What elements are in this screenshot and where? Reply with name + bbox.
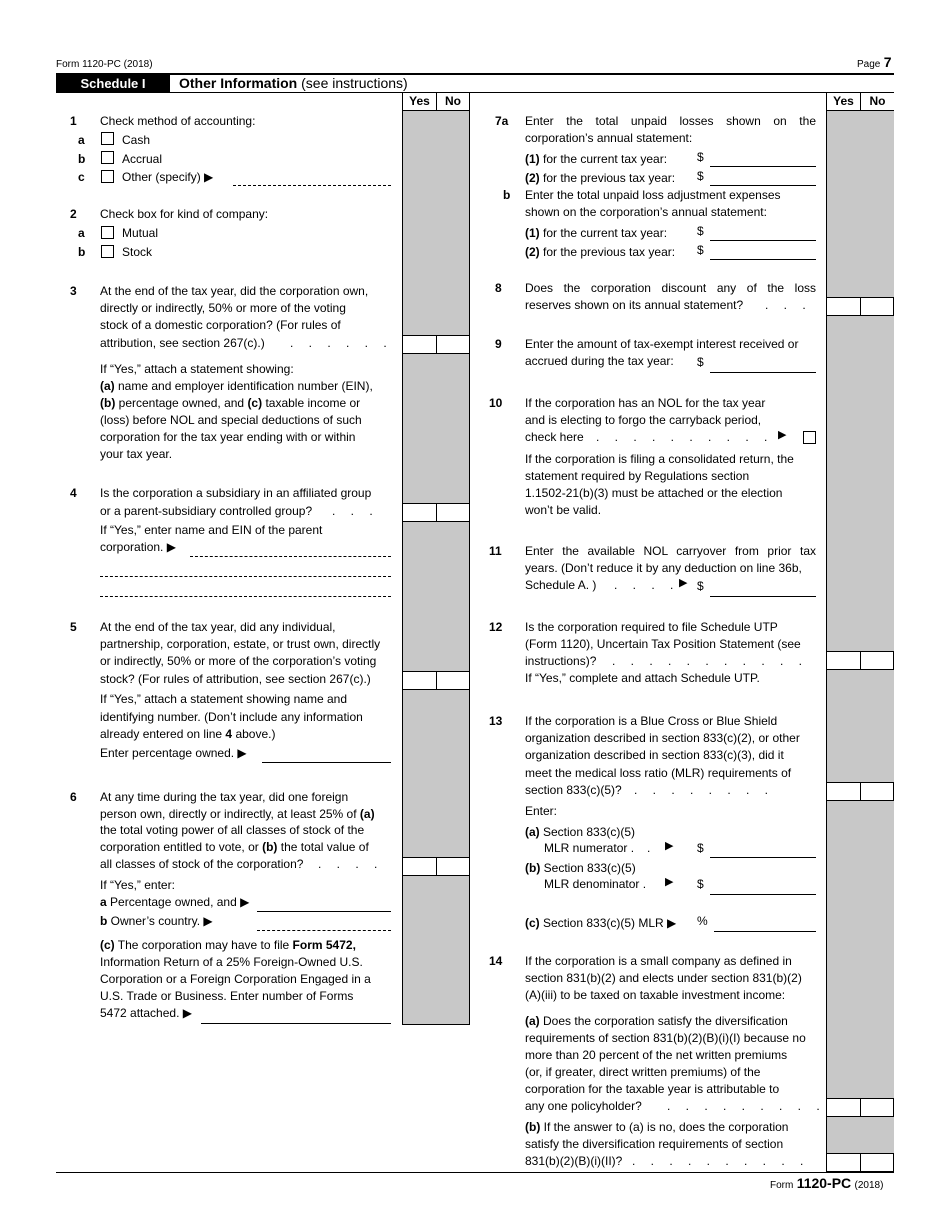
q10-line-1: If the corporation has an NOL for the tax year [525,396,766,410]
shade-left-3 [403,522,469,671]
q7a-number: 7a [495,114,509,128]
q2-number: 2 [70,207,77,221]
q14b-no-box[interactable] [860,1153,894,1172]
q4-line-1: Is the corporation a subsidiary in an affiliated group [100,486,372,500]
q5-yes-box[interactable] [402,671,437,690]
q14-line-2: section 831(b)(2) and elects under section 831(b)(2) [525,971,802,985]
q3-note-3: (b) percentage owned, and (c) taxable income or [100,396,361,410]
q6-leader-dots: . . . . [318,857,384,871]
q5-line-3: or indirectly, 50% or more of the corporation’s voting [100,654,377,668]
q1-text: Check method of accounting: [100,114,256,128]
q7a-current-field[interactable] [710,166,816,167]
shade-right-3 [827,670,894,782]
q7b-number: b [503,188,511,202]
q4-no-box[interactable] [436,503,470,522]
q6-line-4: corporation entitled to vote, or (b) the total value of [100,840,369,854]
q5-line-2: partnership, corporation, estate, or trust own, directly [100,637,381,651]
schedule-subtitle: (see instructions) [301,75,408,91]
q7a-line-1: Enter the total unpaid losses shown on the [525,114,816,128]
stock-checkbox[interactable] [101,245,114,258]
parent-name-field-3[interactable] [100,596,391,597]
q14a-yes-box[interactable] [826,1098,861,1117]
other-label: Other (specify) ▶ [122,170,214,184]
q14-number: 14 [489,954,503,968]
q6-yes-box[interactable] [402,857,437,876]
page-number-value: 7 [883,54,892,70]
q11-line-3: Schedule A. ) [525,578,597,592]
q9-number: 9 [495,337,502,351]
q6-line-1: At any time during the tax year, did one foreign [100,790,349,804]
q13a-line-2: MLR numerator . [544,841,635,855]
q3-yes-box[interactable] [402,335,437,354]
q14b-yes-box[interactable] [826,1153,861,1172]
q10-note-1: If the corporation is filing a consolidated return, the [525,452,794,466]
q13-no-box[interactable] [860,782,894,801]
q14a-line-1: (a) Does the corporation satisfy the diversification [525,1014,788,1028]
q6c-line-5: 5472 attached. ▶ [100,1006,192,1020]
nol-carryover-field[interactable] [710,596,816,597]
q3-note-6: your tax year. [100,447,173,461]
q10-number: 10 [489,396,503,410]
q13-line-1: If the corporation is a Blue Cross or Blue Shield [525,714,778,728]
parent-name-field-1[interactable] [190,556,391,557]
q8-line-1: Does the corporation discount any of the loss [525,281,816,295]
q9-dollar: $ [697,355,704,369]
q13-line-5: section 833(c)(5)? [525,783,622,797]
shade-right-4 [827,801,894,1098]
percentage-owned-field[interactable] [262,762,391,763]
q8-number: 8 [495,281,502,295]
q13-yes-box[interactable] [826,782,861,801]
parent-name-field-2[interactable] [100,576,391,577]
q8-yes-box[interactable] [826,297,861,316]
q3-no-box[interactable] [436,335,470,354]
shade-right-1 [827,111,894,297]
shade-left-1 [403,111,469,335]
q5-line-4: stock? (For rules of attribution, see section 267(c).) [100,672,371,686]
q13b-dollar: $ [697,877,704,891]
q6c-line-2: Information Return of a 25% Foreign-Owned U.S. [100,955,363,969]
other-specify-field[interactable] [233,185,391,186]
q6-enter: If “Yes,” enter: [100,878,175,892]
q14a-line-4: (or, if greater, direct written premiums) of the [525,1065,761,1079]
q5-note-3: already entered on line 4 above.) [100,727,276,741]
q11-arrow-icon: ▶ [679,577,688,589]
q13-number: 13 [489,714,503,728]
footer-rule [56,1172,894,1173]
q8-line-2: reserves shown on its annual statement? [525,298,744,312]
q7b-line-1: Enter the total unpaid loss adjustment expenses [525,188,781,202]
q5-note-1: If “Yes,” attach a statement showing name and [100,692,348,706]
q11-dollar: $ [697,579,704,593]
q10-arrow-icon: ▶ [778,429,787,441]
schedule-title-text: Other Information [179,75,298,91]
q4-yes-box[interactable] [402,503,437,522]
q7b-part-1-dollar: $ [697,224,704,238]
q3-note-5: corporation for the tax year ending with or within [100,430,356,444]
q8-leader-dots: . . . [765,298,812,312]
q9-line-1: Enter the amount of tax-exempt interest received or [525,337,799,351]
q14-line-3: (A)(iii) to be taxed on taxable investment income: [525,988,786,1002]
q10-leader-dots: . . . . . . . . . . [596,430,774,444]
q7b-part-2-dollar: $ [697,243,704,257]
q7a-part-2-label: (2) for the previous tax year: [525,171,676,185]
q14a-line-5: corporation for the taxable year is attributable to [525,1082,780,1096]
stock-label: Stock [122,245,153,259]
q14-line-1: If the corporation is a small company as defined in [525,954,792,968]
mlr-denominator-field[interactable] [710,894,816,895]
q7b-line-2: shown on the corporation’s annual statement: [525,205,767,219]
mlr-field[interactable] [714,931,816,932]
q4-note-1: If “Yes,” enter name and EIN of the parent [100,523,323,537]
shade-left-4 [403,690,469,857]
q14b-line-1: (b) If the answer to (a) is no, does the corporation [525,1120,789,1134]
q12-line-1: Is the corporation required to file Schedule UTP [525,620,778,634]
shade-right-2 [827,316,894,651]
q13-enter: Enter: [525,804,558,818]
mlr-numerator-field[interactable] [710,857,816,858]
accrual-label: Accrual [122,152,163,166]
q6-line-3: the total voting power of all classes of stock of the [100,823,365,837]
q10-line-3: check here [525,430,584,444]
q7b-part-2-label: (2) for the previous tax year: [525,245,676,259]
left-yes-header: Yes [409,94,430,108]
form-label: Form 1120-PC (2018) [56,59,153,70]
q7b-previous-field[interactable] [710,259,816,260]
q10-note-3: 1.1502-21(b)(3) must be attached or the election [525,486,783,500]
q3-number: 3 [70,284,77,298]
q13b-line-1: (b) Section 833(c)(5) [525,861,636,875]
mutual-label: Mutual [122,226,159,240]
shade-left-2 [403,354,469,503]
q4-note-2: corporation. ▶ [100,540,176,554]
q6-line-5: all classes of stock of the corporation? [100,857,304,871]
q14a-line-3: more than 20 percent of the net written premiums [525,1048,788,1062]
q13a-dot: . [647,841,657,855]
q7a-line-2: corporation’s annual statement: [525,131,693,145]
mutual-checkbox[interactable] [101,226,114,239]
q13a-line-1: (a) Section 833(c)(5) [525,825,636,839]
q14b-leader-dots: . . . . . . . . . . [632,1154,810,1168]
q5-number: 5 [70,620,77,634]
q7b-current-field[interactable] [710,240,816,241]
q2-text: Check box for kind of company: [100,207,269,221]
q3-note-1: If “Yes,” attach a statement showing: [100,362,294,376]
accrual-checkbox[interactable] [101,151,114,164]
q3-note-2: (a) name and employer identification number (EIN), [100,379,373,393]
q12-line-4: If “Yes,” complete and attach Schedule UTP. [525,671,760,685]
q12-number: 12 [489,620,503,634]
q1a-letter: a [78,133,85,147]
q11-line-1: Enter the available NOL carryover from prior tax [525,544,816,558]
q3-note-4: (loss) before NOL and special deductions of such [100,413,362,427]
q8-no-box[interactable] [860,297,894,316]
q4-leader-dots: . . . [332,504,379,518]
schedule-title [179,75,408,92]
right-no-header: No [869,94,886,108]
shade-right-5 [827,1117,894,1153]
q6c-line-1: (c) The corporation may have to file Form 5472, [100,938,356,952]
q5-no-box[interactable] [436,671,470,690]
q1b-letter: b [78,152,86,166]
other-checkbox[interactable] [101,170,114,183]
page-number [857,54,892,73]
q13b-line-2: MLR denominator . [544,877,647,891]
q14b-line-2: satisfy the diversification requirements of section [525,1137,784,1151]
q14a-no-box[interactable] [860,1098,894,1117]
page-label: Page [857,59,881,70]
q2b-letter: b [78,245,86,259]
cash-label: Cash [122,133,151,147]
owner-country-field[interactable] [257,930,391,931]
q7a-previous-field[interactable] [710,185,816,186]
q3-leader-dots: . . . . . . [290,336,393,350]
q13c-percent: % [697,914,708,928]
q13-leader-dots: . . . . . . . . [634,783,775,797]
q1c-letter: c [78,170,85,184]
left-col-border-3 [469,92,470,1025]
q14b-line-3: 831(b)(2)(B)(i)(II)? [525,1154,623,1168]
q12-yes-box[interactable] [826,651,861,670]
forms-5472-count-field[interactable] [201,1023,391,1024]
q13-line-2: organization described in section 833(c)(2), or other [525,731,800,745]
q11-leader-dots: . . . . [614,578,680,592]
q13-line-4: meet the medical loss ratio (MLR) requirements of [525,766,792,780]
q6a-label: a Percentage owned, and ▶ [100,895,250,909]
right-yes-header: Yes [833,94,854,108]
left-no-header: No [445,94,461,108]
shade-left-5 [403,876,469,1024]
q12-no-box[interactable] [860,651,894,670]
q6-no-box[interactable] [436,857,470,876]
cash-checkbox[interactable] [101,132,114,145]
q5-line-1: At the end of the tax year, did any individual, [100,620,336,634]
q3-line-4: attribution, see section 267(c).) [100,336,265,350]
foreign-percentage-field[interactable] [257,911,391,912]
q4-number: 4 [70,486,77,500]
q9-line-2: accrued during the tax year: [525,354,674,368]
q12-leader-dots: . . . . . . . . . . . [612,654,809,668]
tax-exempt-interest-field[interactable] [710,372,816,373]
q6c-line-3: Corporation or a Foreign Corporation Engaged in a [100,972,371,986]
schedule-rule [56,92,894,93]
q3-line-2: directly or indirectly, 50% or more of the voting [100,301,346,315]
q4-line-2: or a parent-subsidiary controlled group? [100,504,313,518]
q13b-arrow-icon: ▶ [665,876,674,888]
q6b-label: b Owner’s country. ▶ [100,914,213,928]
q10-note-4: won’t be valid. [525,503,602,517]
q14a-line-6: any one policyholder? [525,1099,642,1113]
q12-line-2: (Form 1120), Uncertain Tax Position Statement (see [525,637,801,651]
q7b-part-1-label: (1) for the current tax year: [525,226,668,240]
q6c-line-4: U.S. Trade or Business. Enter number of Forms [100,989,354,1003]
schedule-badge: Schedule I [56,75,170,92]
q3-line-3: stock of a domestic corporation? (For rules of [100,318,341,332]
q10-line-2: and is electing to forgo the carryback period, [525,413,762,427]
q6-line-2: person own, directly or indirectly, at least 25% of (a) [100,807,375,821]
q7a-part-1-dollar: $ [697,150,704,164]
q13a-arrow-icon: ▶ [665,840,674,852]
q12-line-3: instructions)? [525,654,597,668]
q6-number: 6 [70,790,77,804]
q7a-part-2-dollar: $ [697,169,704,183]
q14a-line-2: requirements of section 831(b)(2)(B)(i)(I) because no [525,1031,806,1045]
q11-line-2: years. (Don’t reduce it by any deduction on line 36b, [525,561,802,575]
footer-form-label: Form 1120-PC (2018) [770,1175,884,1191]
q5-note-4: Enter percentage owned. ▶ [100,746,247,760]
q7a-part-1-label: (1) for the current tax year: [525,152,668,166]
q2a-letter: a [78,226,85,240]
q3-line-1: At the end of the tax year, did the corporation own, [100,284,369,298]
q1-number: 1 [70,114,77,128]
q13c-label: (c) Section 833(c)(5) MLR ▶ [525,916,677,930]
q13-line-3: organization described in section 833(c)(3), did it [525,748,784,762]
q5-note-2: identifying number. (Don’t include any information [100,710,363,724]
q10-note-2: statement required by Regulations section [525,469,750,483]
q13a-dollar: $ [697,841,704,855]
left-col-bottom-rule [402,1024,469,1025]
nol-forgo-checkbox[interactable] [803,431,816,444]
q14a-leader-dots: . . . . . . . . . [667,1099,826,1113]
q11-number: 11 [489,544,502,558]
